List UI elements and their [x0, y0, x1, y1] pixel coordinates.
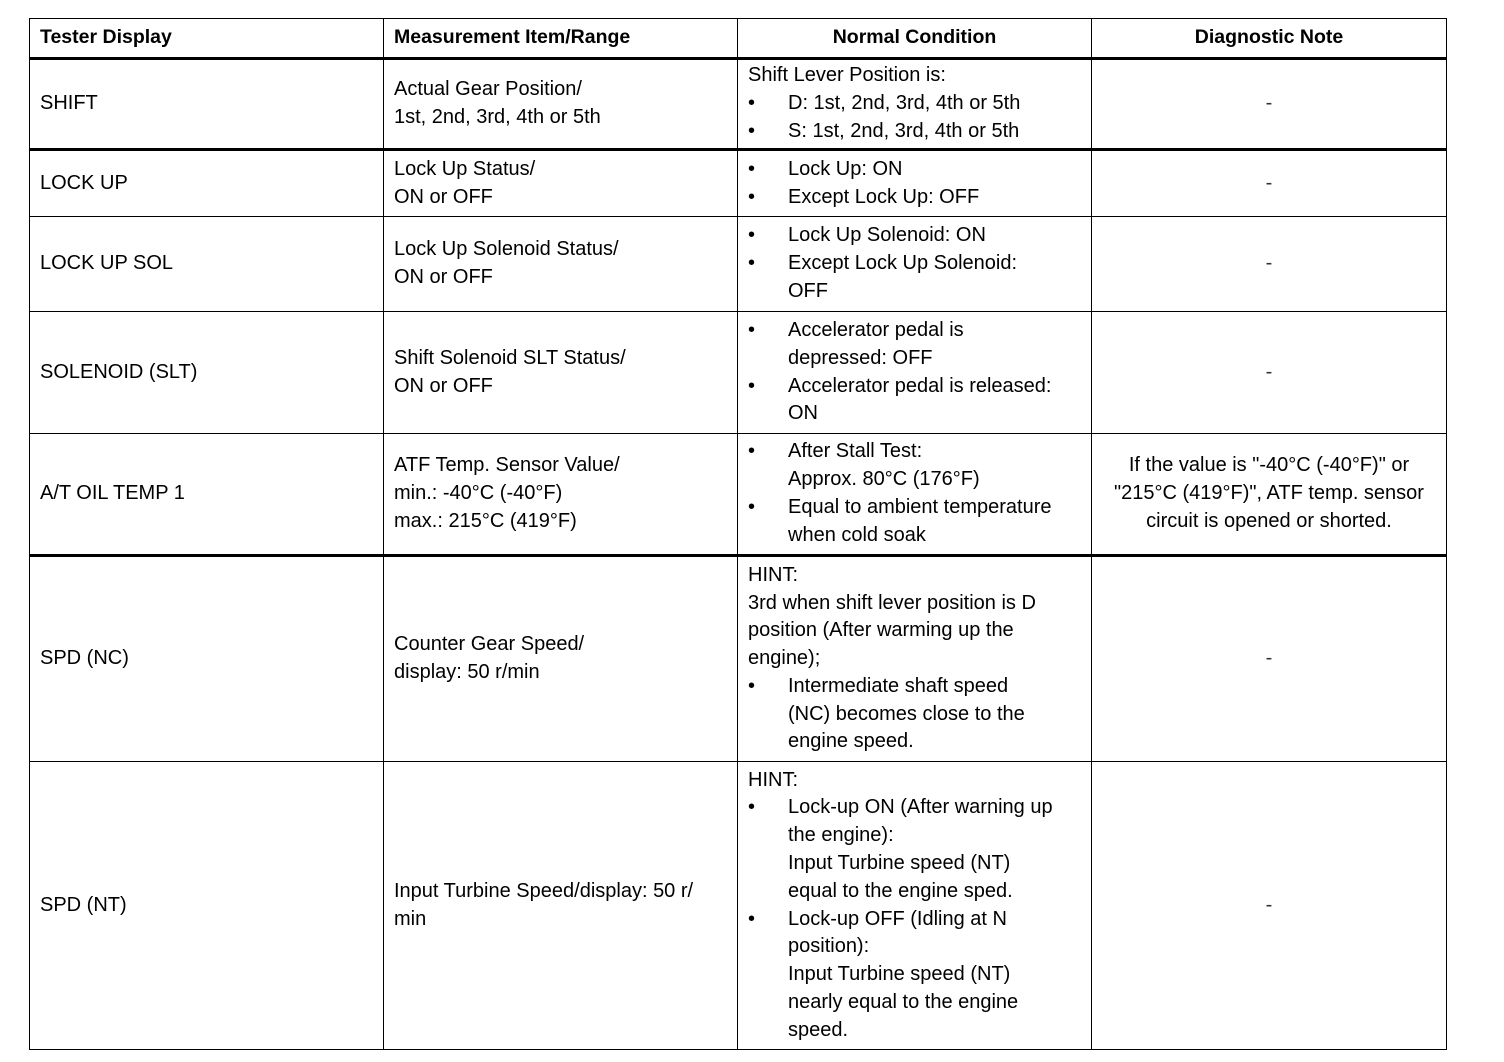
list-item-line: Lock Up Solenoid: ON — [788, 224, 986, 247]
measurement-line: min.: -40°C (-40°F) — [394, 482, 563, 505]
normal-condition-line: Shift Lever Position is: — [748, 64, 946, 87]
list-item-line: the engine): — [788, 824, 894, 847]
measurement-cell — [384, 150, 738, 217]
table-row — [30, 59, 1447, 150]
diagnostic-note-text: - — [1265, 92, 1273, 115]
measurement-cell — [384, 556, 738, 762]
measurement-cell — [384, 217, 738, 312]
normal-condition-cell — [738, 150, 1092, 217]
tester-display-text: LOCK UP — [40, 171, 128, 194]
bullet-icon: • — [748, 374, 756, 397]
measurement-line: display: 50 r/min — [394, 661, 540, 683]
bullet-icon: • — [748, 92, 756, 115]
measurement-line: ON or OFF — [394, 266, 493, 288]
diagnostic-note-cell — [1092, 556, 1447, 762]
normal-condition-cell — [738, 217, 1092, 312]
normal-condition-list — [748, 673, 1081, 756]
list-item-line: Intermediate shaft speed — [788, 674, 1009, 697]
list-item-line: Lock-up ON (After warning up — [788, 796, 1053, 819]
measurement-line: Shift Solenoid SLT Status/ — [394, 346, 626, 369]
normal-condition-cell — [738, 762, 1092, 1050]
list-item — [748, 794, 1081, 905]
list-item — [748, 317, 1081, 373]
measurement-line: ATF Temp. Sensor Value/ — [394, 454, 620, 477]
list-item — [748, 438, 1081, 494]
bullet-icon: • — [748, 185, 756, 208]
measurement-line: Actual Gear Position/ — [394, 78, 582, 101]
list-item-line: Accelerator pedal is — [788, 318, 964, 341]
tester-display-cell — [30, 217, 384, 312]
normal-condition-cell — [738, 312, 1092, 434]
normal-condition-line: engine); — [748, 647, 821, 670]
normal-condition-line: HINT: — [748, 768, 798, 791]
list-item — [748, 118, 1081, 146]
normal-condition-cell — [738, 556, 1092, 762]
tester-display-text: SPD (NT) — [40, 893, 127, 916]
table-header-row — [30, 19, 1447, 59]
diagnostic-note-cell — [1092, 434, 1447, 556]
bullet-icon: • — [748, 119, 756, 142]
tester-display-text: LOCK UP SOL — [40, 252, 174, 275]
measurement-cell — [384, 434, 738, 556]
list-item — [748, 494, 1081, 550]
diagnostic-note-text: - — [1265, 893, 1273, 916]
list-item-line: Lock Up: ON — [788, 157, 903, 180]
diagnostic-note-text: - — [1265, 647, 1273, 670]
measurement-line: Lock Up Status/ — [394, 157, 536, 180]
tester-display-cell — [30, 762, 384, 1050]
list-item — [748, 222, 1081, 250]
measurement-line: Counter Gear Speed/ — [394, 633, 585, 656]
bullet-icon: • — [748, 796, 756, 819]
diagnostic-note-text: - — [1265, 252, 1273, 275]
bullet-icon: • — [748, 674, 756, 697]
list-item — [748, 906, 1081, 1045]
normal-condition-list — [748, 90, 1081, 146]
diagnostic-note-cell — [1092, 59, 1447, 150]
measurement-line: max.: 215°C (419°F) — [394, 509, 577, 532]
diagnostic-note-text: - — [1265, 171, 1273, 194]
list-item-line: Approx. 80°C (176°F) — [788, 468, 980, 491]
list-item-line: After Stall Test: — [788, 440, 923, 463]
normal-condition-list — [748, 222, 1081, 305]
list-item-line: when cold soak — [788, 523, 926, 546]
diagnostic-note-text: If the value is "-40°C (-40°F)" or "215°C (419°F)", ATF temp. sensor circuit is opened or shorted. — [1114, 454, 1424, 532]
normal-condition-list — [748, 156, 1081, 212]
measurement-line: Lock Up Solenoid Status/ — [394, 238, 619, 261]
list-item — [748, 90, 1081, 118]
header-tester-display: Tester Display — [30, 19, 384, 59]
list-item — [748, 156, 1081, 184]
list-item-line: Accelerator pedal is released: — [788, 374, 1052, 397]
list-item-line: S: 1st, 2nd, 3rd, 4th or 5th — [788, 119, 1020, 142]
list-item — [748, 184, 1081, 212]
list-item-line: equal to the engine sped. — [788, 879, 1013, 902]
table-body — [30, 59, 1447, 1050]
diagnostic-data-table — [29, 18, 1447, 1050]
tester-display-cell — [30, 434, 384, 556]
measurement-line: ON or OFF — [394, 185, 493, 208]
tester-display-cell — [30, 150, 384, 217]
normal-condition-list — [748, 317, 1081, 428]
tester-display-cell — [30, 312, 384, 434]
bullet-icon: • — [748, 496, 756, 518]
diagnostic-note-cell — [1092, 312, 1447, 434]
measurement-line: 1st, 2nd, 3rd, 4th or 5th — [394, 106, 601, 128]
list-item-line: nearly equal to the engine — [788, 990, 1019, 1013]
measurement-line: min — [394, 907, 427, 930]
table-row — [30, 150, 1447, 217]
bullet-icon: • — [748, 440, 756, 463]
list-item — [748, 673, 1081, 756]
diagnostic-note-cell — [1092, 217, 1447, 312]
list-item-line: position): — [788, 935, 870, 958]
table-row — [30, 762, 1447, 1050]
bullet-icon: • — [748, 318, 756, 341]
normal-condition-line: 3rd when shift lever position is D — [748, 591, 1036, 614]
diagnostic-note-cell — [1092, 150, 1447, 217]
diagnostic-note-text: - — [1265, 360, 1273, 383]
measurement-line: ON or OFF — [394, 374, 493, 397]
tester-display-text: A/T OIL TEMP 1 — [40, 482, 185, 505]
list-item — [748, 373, 1081, 429]
list-item-line: Input Turbine speed (NT) — [788, 963, 1011, 986]
tester-display-cell — [30, 59, 384, 150]
bullet-icon: • — [748, 252, 756, 275]
list-item-line: Equal to ambient temperature — [788, 496, 1052, 518]
normal-condition-line: position (After warming up the — [748, 619, 1014, 642]
list-item-line: ON — [788, 402, 818, 425]
bullet-icon: • — [748, 157, 756, 180]
list-item-line: D: 1st, 2nd, 3rd, 4th or 5th — [788, 92, 1021, 115]
list-item-line: depressed: OFF — [788, 346, 933, 369]
header-diagnostic-note: Diagnostic Note — [1092, 19, 1447, 59]
table-row — [30, 217, 1447, 312]
tester-display-text: SOLENOID (SLT) — [40, 360, 198, 383]
table-row — [30, 556, 1447, 762]
normal-condition-list — [748, 794, 1081, 1044]
diagnostic-note-cell — [1092, 762, 1447, 1050]
list-item-line: Except Lock Up: OFF — [788, 185, 980, 208]
normal-condition-line: HINT: — [748, 563, 798, 586]
measurement-cell — [384, 312, 738, 434]
list-item — [748, 250, 1081, 306]
measurement-cell — [384, 762, 738, 1050]
bullet-icon: • — [748, 224, 756, 247]
measurement-line: Input Turbine Speed/display: 50 r/ — [394, 879, 694, 902]
list-item-line: Lock-up OFF (Idling at N — [788, 907, 1007, 930]
tester-display-text: SPD (NC) — [40, 647, 129, 670]
tester-display-cell — [30, 556, 384, 762]
list-item-line: Input Turbine speed (NT) — [788, 851, 1011, 874]
list-item-line: engine speed. — [788, 730, 914, 753]
list-item-line: Except Lock Up Solenoid: — [788, 252, 1018, 275]
header-normal-condition: Normal Condition — [738, 19, 1092, 59]
header-measurement-item: Measurement Item/Range — [384, 19, 738, 59]
table-row — [30, 312, 1447, 434]
normal-condition-cell — [738, 59, 1092, 150]
normal-condition-cell — [738, 434, 1092, 556]
normal-condition-list — [748, 438, 1081, 549]
table-row — [30, 434, 1447, 556]
list-item-line: OFF — [788, 279, 828, 302]
tester-display-text: SHIFT — [40, 92, 98, 115]
list-item-line: (NC) becomes close to the — [788, 702, 1025, 725]
measurement-cell — [384, 59, 738, 150]
list-item-line: speed. — [788, 1018, 849, 1041]
bullet-icon: • — [748, 907, 756, 930]
